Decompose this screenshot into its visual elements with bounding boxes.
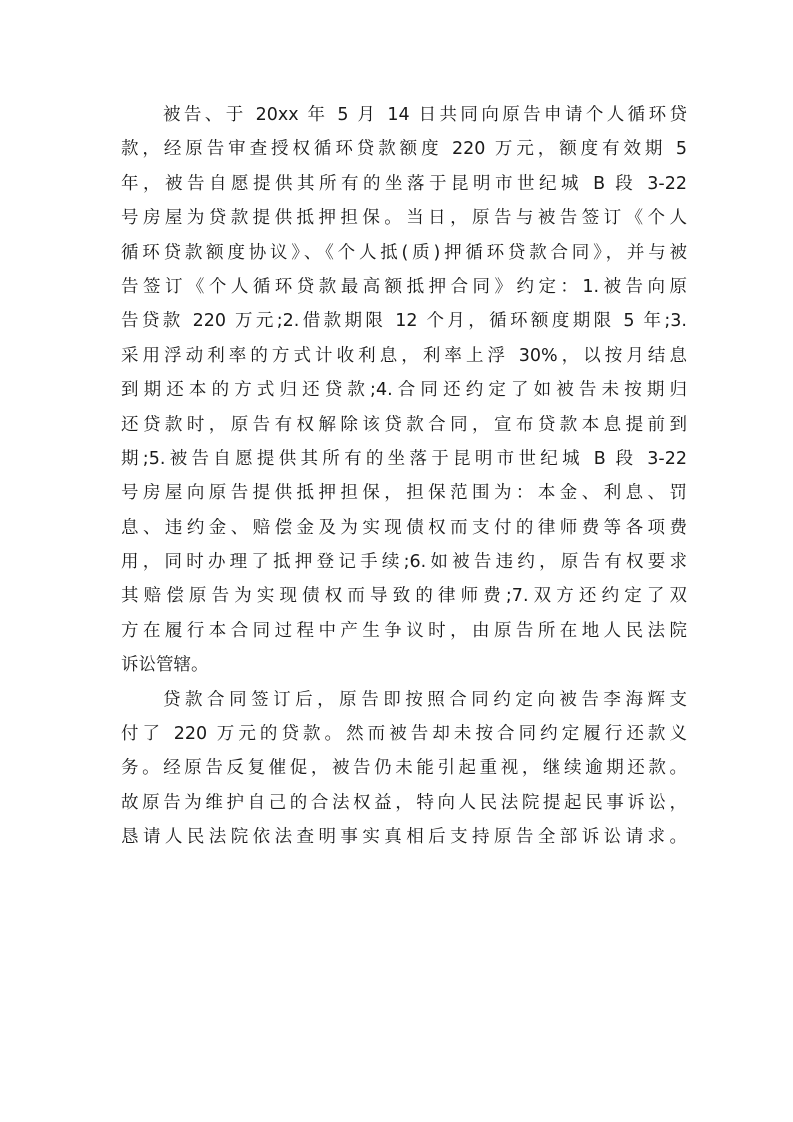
- paragraph-2: [121, 683, 687, 855]
- text-line: 付了 220 万元的贷款。然而被告却未按合同约定履行还款义: [121, 724, 687, 745]
- text-line: 循环贷款额度协议》、《个人抵(质)押循环贷款合同》，并与被: [121, 242, 687, 263]
- text-line: 息、违约金、赔偿金及为实现债权而支付的律师费等各项费: [121, 517, 687, 538]
- text-line: 方在履行本合同过程中产生争议时，由原告所在地人民法院: [121, 620, 687, 641]
- text-line: 被告、于 20xx 年 5 月 14 日共同向原告申请个人循环贷: [163, 105, 687, 125]
- text-line: 用，同时办理了抵押登记手续;6.如被告违约，原告有权要求: [121, 552, 687, 573]
- text-line: 诉讼管辖。: [121, 655, 209, 676]
- text-line: 告贷款 220 万元;2.借款期限 12 个月，循环额度期限 5 年;3.: [121, 311, 687, 332]
- paragraph-1: [121, 98, 687, 683]
- text-line: 款，经原告审查授权循环贷款额度 220 万元，额度有效期 5: [121, 139, 687, 160]
- text-line: 号房屋向原告提供抵押担保，担保范围为：本金、利息、罚: [121, 483, 687, 504]
- text-line: 到期还本的方式归还贷款;4.合同还约定了如被告未按期归: [121, 380, 687, 401]
- text-line: 贷款合同签订后，原告即按照合同约定向被告李海辉支: [163, 689, 687, 710]
- text-line: 务。经原告反复催促，被告仍未能引起重视，继续逾期还款。: [121, 758, 687, 779]
- text-line: 期;5.被告自愿提供其所有的坐落于昆明市世纪城 B 段 3-22: [121, 448, 687, 469]
- text-line: 恳请人民法院依法查明事实真相后支持原告全部诉讼请求。: [121, 827, 687, 848]
- text-line: 号房屋为贷款提供抵押担保。当日，原告与被告签订《个人: [121, 208, 687, 229]
- text-line: 其赔偿原告为实现债权而导致的律师费;7.双方还约定了双: [121, 586, 687, 607]
- text-line: 还贷款时，原告有权解除该贷款合同，宣布贷款本息提前到: [121, 414, 687, 435]
- text-line: 采用浮动利率的方式计收利息，利率上浮 30%，以按月结息: [121, 345, 687, 366]
- text-line: 年，被告自愿提供其所有的坐落于昆明市世纪城 B 段 3-22: [121, 173, 687, 194]
- text-line: 故原告为维护自己的合法权益，特向人民法院提起民事诉讼，: [121, 792, 687, 813]
- text-line: 告签订《个人循环贷款最高额抵押合同》约定：1.被告向原: [121, 276, 687, 297]
- document-body: [121, 98, 687, 855]
